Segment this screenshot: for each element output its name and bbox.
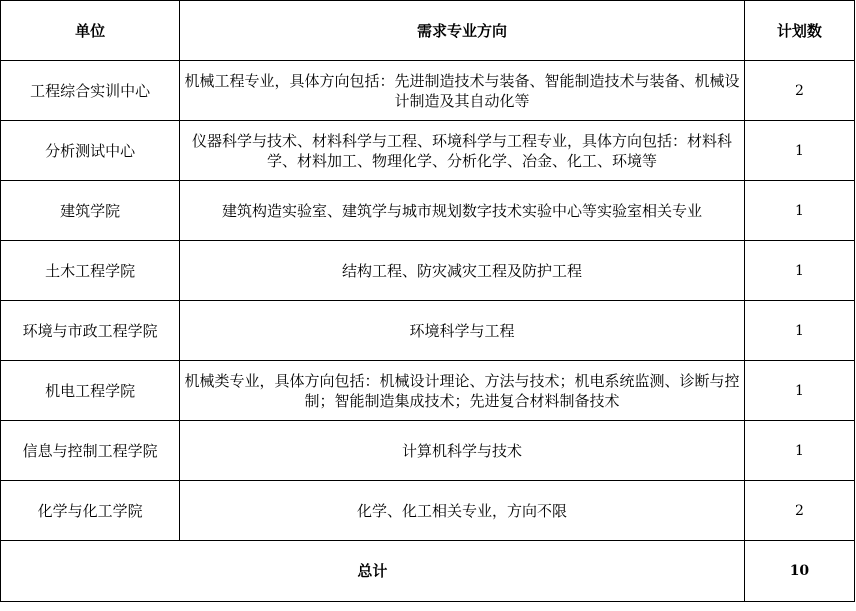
table-row — [1, 361, 855, 421]
direction-cell: 机械工程专业，具体方向包括：先进制造技术与装备、智能制造技术与装备、机械设计制造及其自动化等 — [180, 61, 745, 121]
direction-cell: 结构工程、防灾减灾工程及防护工程 — [180, 241, 745, 301]
unit-cell: 环境与市政工程学院 — [1, 301, 180, 361]
unit-cell: 信息与控制工程学院 — [1, 421, 180, 481]
table-row — [1, 181, 855, 241]
table-row — [1, 61, 855, 121]
direction-cell: 建筑构造实验室、建筑学与城市规划数字技术实验中心等实验室相关专业 — [180, 181, 745, 241]
total-row — [1, 541, 855, 602]
direction-cell: 机械类专业，具体方向包括：机械设计理论、方法与技术；机电系统监测、诊断与控制；智能制造集成技术；先进复合材料制备技术 — [180, 361, 745, 421]
count-cell: 1 — [744, 421, 854, 481]
unit-cell: 分析测试中心 — [1, 121, 180, 181]
count-cell: 1 — [744, 121, 854, 181]
direction-cell: 环境科学与工程 — [180, 301, 745, 361]
table-row — [1, 121, 855, 181]
total-value: 10 — [744, 541, 854, 602]
unit-cell: 化学与化工学院 — [1, 481, 180, 541]
count-cell: 1 — [744, 181, 854, 241]
count-cell: 1 — [744, 301, 854, 361]
table-row — [1, 481, 855, 541]
table-header-row — [1, 1, 855, 61]
header-count: 计划数 — [744, 1, 854, 61]
unit-cell: 建筑学院 — [1, 181, 180, 241]
unit-cell: 土木工程学院 — [1, 241, 180, 301]
count-cell: 2 — [744, 481, 854, 541]
unit-cell: 工程综合实训中心 — [1, 61, 180, 121]
header-direction: 需求专业方向 — [180, 1, 745, 61]
header-unit: 单位 — [1, 1, 180, 61]
unit-cell: 机电工程学院 — [1, 361, 180, 421]
direction-cell: 仪器科学与技术、材料科学与工程、环境科学与工程专业，具体方向包括：材料科学、材料加工、物理化学、分析化学、冶金、化工、环境等 — [180, 121, 745, 181]
count-cell: 1 — [744, 361, 854, 421]
table-row — [1, 241, 855, 301]
table-row — [1, 421, 855, 481]
direction-cell: 计算机科学与技术 — [180, 421, 745, 481]
count-cell: 1 — [744, 241, 854, 301]
table-row — [1, 301, 855, 361]
direction-cell: 化学、化工相关专业，方向不限 — [180, 481, 745, 541]
count-cell: 2 — [744, 61, 854, 121]
total-label: 总计 — [1, 541, 745, 602]
